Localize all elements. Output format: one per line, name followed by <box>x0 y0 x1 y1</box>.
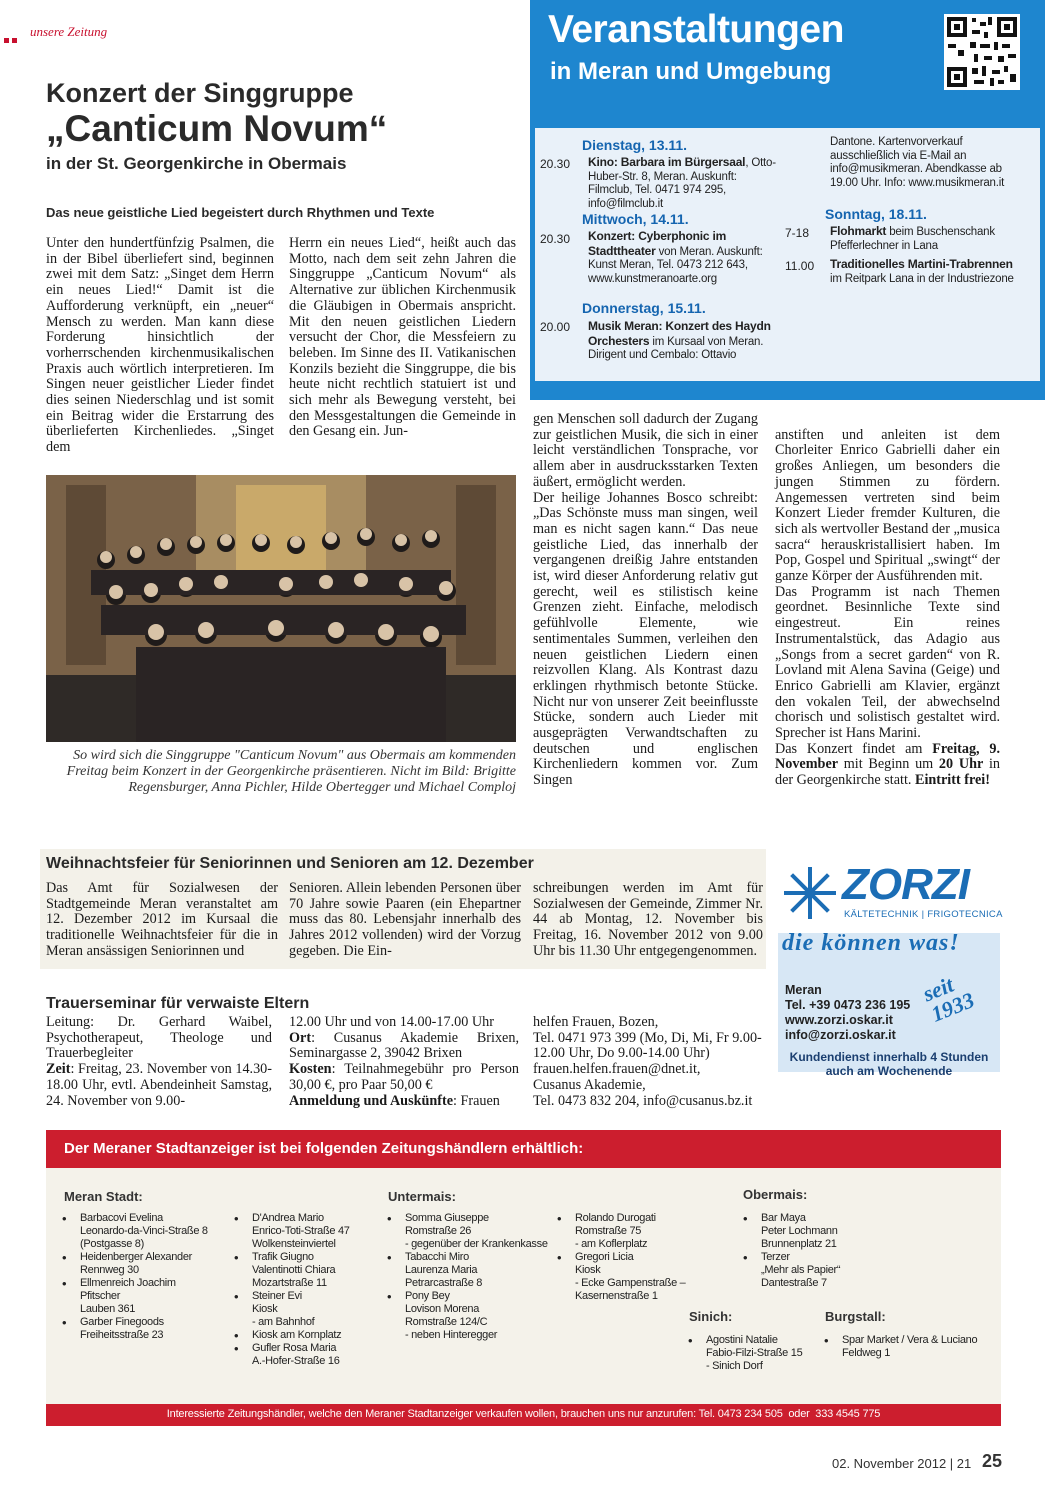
event-day-4: Sonntag, 18.11. <box>825 206 927 222</box>
event-continuation: Dantone. Kartenvorverkauf ausschließlich via E-Mail an info@musikmeran. Abendkasse ab 19.00 Uhr. Info: www.musikmeran.it <box>830 136 1005 189</box>
event-details: im Kursaal von Meran. Dirigent und Cembalo: Ottavio <box>588 335 764 362</box>
seminar-text: : Teilnahmegebühr pro Person 30,00 €, pro Paar 50,00 € <box>289 1061 519 1093</box>
seniors-column-2: Senioren. Allein lebenden Personen über 70 Jahre sowie Paaren (ein Ehepartner muss das 80. Lebensjahr innerhalb des Jahres 2012 vollenden) wird der Vorzug gegeben. Die Ein- <box>289 880 521 959</box>
seminar-text: : Freitag, 23. November von 14.30-18.00 Uhr, evtl. Abendeinheit Samstag, 24. November von 9.00- <box>46 1061 272 1109</box>
article-column-4 <box>775 412 1000 789</box>
event-title: Kino: Barbara im Bürgersaal <box>588 155 746 169</box>
dealers-untermais-list-2 <box>555 1212 705 1303</box>
list-item: • Somma Giuseppe Romstraße 26 - gegenüber der Krankenkasse <box>385 1212 560 1251</box>
article-column-4-text: in der Georgenkirche statt. <box>775 756 1001 789</box>
event-title: Flohmarkt <box>830 224 887 238</box>
seminar-column-2 <box>289 1015 519 1109</box>
zorzi-slogan: die können was! <box>782 930 960 956</box>
zorzi-brand: ZORZI <box>842 860 969 909</box>
seniors-title: Weihnachtsfeier für Seniorinnen und Senioren am 12. Dezember <box>46 855 534 872</box>
article-lead: Das neue geistliche Lied begeistert durch Rhythmen und Texte <box>46 205 435 220</box>
event-day-3: Donnerstag, 15.11. <box>582 300 706 316</box>
concert-time: 20 Uhr <box>938 756 984 773</box>
event-details: von Meran. Auskunft: Kunst Meran, Tel. 0473 212 643, www.kunstmeranoarte.org <box>588 245 763 285</box>
seminar-text: : Frauen <box>453 1092 500 1109</box>
list-item: • Garber Finegoods Freiheitsstraße 23 <box>60 1316 235 1342</box>
zorzi-phone[interactable]: Tel. +39 0473 236 195 <box>785 998 911 1012</box>
event-time: 7-18 <box>785 226 810 240</box>
list-item: • Gufler Rosa Maria A.-Hofer-Straße 16 <box>232 1342 392 1368</box>
dealers-obermais-list <box>741 1212 901 1290</box>
event-details: beim Buschenschank Pfefferlechner in Lana <box>830 226 995 252</box>
zorzi-since: seit 1933 <box>919 971 978 1027</box>
events-title: Veranstaltungen <box>548 8 844 51</box>
seminar-column-3: helfen Frauen, Bozen, Tel. 0471 973 399 (Mo, Di, Mi, Fr 9.00-12.00 Uhr, Do 9.00-14.00 Uhr) frauen.helfen.frauen@dnet.it, Cusanus Akademie, Tel. 0473 832 204, info@cusanus.bz.it <box>533 1014 762 1109</box>
list-item: • Trafik Giugno Valentinotti Chiara Mozartstraße 11 <box>232 1251 392 1290</box>
seminar-title: Trauerseminar für verwaiste Eltern <box>46 995 310 1012</box>
list-item: • Barbacovi Evelina Leonardo-da-Vinci-Straße 8 (Postgasse 8) <box>60 1212 235 1251</box>
event-time: 20.30 <box>540 232 571 246</box>
dealers-title: Der Meraner Stadtanzeiger ist bei folgenden Zeitungshändlern erhältlich: <box>64 1140 584 1157</box>
article-column-4-text: anstiften und anleiten ist dem Chorleiter Enrico Gabrielli daher ein großes Anliegen, um besonders die jungen Stimmen zu fördern. Angemessen vertreten sind beim Konzert Lieder fremder Kulturen, die sich als wertvoller Bestand der „musica sacra“ herauskristallisiert haben. Im Pop, Gospel und Spiritual „swingt“ der ganze Körper der Ausführenden mit. Das Programm ist nach Themen geordnet. Besinnliche Texte sind eingestreut. Ein reines Instrumentalstück, das Adagio aus „Songs from a secret garden“ von R. Lovland mit Alena Savina (Geige) und Enrico Gabrielli am Klavier, ergänzt den vokalen Teil, der abwechselnd chorisch und solistisch gestaltet wird. Sprecher ist Hans Marini. Das Konzert findet am <box>775 426 1000 757</box>
zorzi-subtitle: KÄLTETECHNIK | FRIGOTECNICA <box>844 909 1003 920</box>
dealers-untermais-list-1 <box>385 1212 560 1342</box>
dealers-burgstall-label: Burgstall: <box>825 1309 886 1324</box>
seminar-column-1 <box>46 1015 272 1109</box>
event-entry <box>588 156 778 211</box>
event-entry <box>830 258 1022 286</box>
list-item: • Terzer „Mehr als Papier“ Dantestraße 7 <box>741 1251 901 1290</box>
dealers-meran-list-2 <box>232 1212 392 1368</box>
article-title-line1: Konzert der Singgruppe <box>46 78 354 108</box>
list-item: • Bar Maya Peter Lochmann Brunnenplatz 21 <box>741 1212 901 1251</box>
article-column-1: Unter den hundertfünfzig Psalmen, die in der Bibel überliefert sind, beginnen zwei mit dem Satz: „Singet dem Herrn ein neues Lied!“ Damit ist die Aufforderung verknüpft, ein „neuer“ Mensch zu werden. Man kann diese Forderung hinsichtlich der vorherrschenden kirchenmusikalischen Praxis auch wörtlich interpretieren. Im Singen neuer geistlicher Lieder findet dies seinen Niederschlag und ist somit ein Beitrag wider die Erstarrung des überlieferten Kirchenliedes. „Singet dem <box>46 236 274 456</box>
seminar-text: 12.00 Uhr und von 14.00-17.00 Uhr <box>289 1014 494 1030</box>
brand-name: unsere Zeitung <box>30 24 108 39</box>
events-subtitle: in Meran und Umgebung <box>550 58 832 85</box>
zorzi-website-link[interactable]: www.zorzi.oskar.it <box>785 1013 893 1027</box>
article-column-4-text: mit Beginn um <box>838 756 939 773</box>
article-column-3: gen Menschen soll dadurch der Zugang zur geistlichen Musik, die sich in einer leicht verständlichen Tonsprache, vor allem aber in ausdrucksstarken Texten äußert, ermöglicht werden. Der heilige Johannes Bosco schreibt: „Das Schönste muss man singen, weil man es nicht sagen kann.“ Das neue geistliche Lied, das innerhalb der vergangenen dreißig Jahre entstanden ist, wird dieser Anforderung relativ gut gerecht, weil es stilistisch keine Grenzen zieht. Einfache, melodisch gefühlvolle Elemente, wie sentimentales Summen, verleihen den neuen geistlichen Liedern einen reizvollen Klang. Als Kontrast dazu erklingen rhythmisch betonte Stücke. Nicht nur von unserer Zeit beeinflusste Stücke, sondern auch Lieder mit ausgeprägten Verwandtschaften zu deutschen und englischen Kirchenliedern kommen vor. Zum Singen <box>533 411 758 789</box>
event-title: Musik Meran: Konzert des Haydn Orchesters <box>588 319 771 348</box>
dealers-obermais-label: Obermais: <box>743 1187 808 1202</box>
list-item: • Agostini Natalie Fabio-Filzi-Straße 15 - Sinich Dorf <box>686 1334 821 1373</box>
seminar-label-registration: Anmeldung und Auskünfte <box>289 1092 454 1109</box>
event-title: Konzert: Cyberphonic im Stadttheater <box>588 229 727 258</box>
dealers-untermais-label: Untermais: <box>388 1189 456 1204</box>
page-number: 25 <box>982 1451 1003 1471</box>
seminar-text: : Cusanus Akademie Brixen, Seminargasse 2, 39042 Brixen <box>289 1029 519 1062</box>
event-details: , Otto-Huber-Str. 8, Meran. Auskunft: Filmclub, Tel. 0471 974 295, info@filmclub.it <box>588 157 776 210</box>
list-item: • Rolando Durogati Romstraße 75 - am Koflerplatz <box>555 1212 705 1251</box>
brand-marks <box>4 30 20 48</box>
seminar-label-cost: Kosten <box>289 1061 332 1078</box>
seniors-column-3: schreibungen werden im Amt für Sozialwesen der Gemeinde, Zimmer Nr. 44 ab Montag, 12. November bis Freitag, 16. November 2012 von 9.00 Uhr bis 11.30 Uhr entgegengenommen. <box>533 880 763 959</box>
list-item: • D'Andrea Mario Enrico-Toti-Straße 47 Wolkensteinviertel <box>232 1212 392 1251</box>
seminar-text: Leitung: Dr. Gerhard Waibel, Psychotherapeut, Theologe und Trauerbegleiter <box>46 1014 272 1062</box>
list-item: • Steiner Evi Kiosk - am Bahnhof <box>232 1290 392 1329</box>
event-details: im Reitpark Lana in der Industriezone <box>830 272 1014 285</box>
dealers-meran-list-1 <box>60 1212 235 1342</box>
article-title-line3: in der St. Georgenkirche in Obermais <box>46 154 347 173</box>
seminar-label-place: Ort <box>289 1029 312 1046</box>
footer-date: 02. November 2012 | 21 <box>832 1456 972 1471</box>
list-item: • Heidenberger Alexander Rennweg 30 <box>60 1251 235 1277</box>
zorzi-logo-icon <box>782 865 838 926</box>
event-day-1: Dienstag, 13.11. <box>582 137 688 153</box>
dealers-sinich-label: Sinich: <box>689 1309 733 1324</box>
event-entry <box>588 320 778 363</box>
event-entry <box>588 230 778 286</box>
list-item: • Tabacchi Miro Laurenza Maria Petrarcastraße 8 <box>385 1251 560 1290</box>
photo-caption: So wird sich die Singgruppe "Canticum Novum" aus Obermais am kommenden Freitag beim Konzert in der Georgenkirche präsentieren. Nicht im Bild: Brigitte Regensburger, Anna Pichler, Hilde Obertegger und Michael Comploj <box>66 748 516 795</box>
article-column-2: Herrn ein neues Lied“, heißt auch das Motto, nach dem seit zehn Jahren die Singgruppe „Canticum Novum“ als Alternative zur üblichen Kirchenmusik die Gläubigen in Obermais anspricht. Mit den neuen geistlichen Liedern versucht der Chor, die Messfeiern zu beleben. Im Sinne des II. Vatikanischen Konzils bezieht die Singgruppe, die bis heute nicht rechtlich statuiert ist und sich mehr als Bewegung versteht, bei den Messgestaltungen die Gemeinde in den Gesang ein. Jun- <box>289 236 516 440</box>
list-item: • Ellmenreich Joachim Pfitscher Lauben 361 <box>60 1277 235 1316</box>
concert-date: Freitag, 9. November <box>775 740 1001 773</box>
list-item: • Pony Bey Lovison Morena Romstraße 124/C - neben Hinteregger <box>385 1290 560 1342</box>
article-title-line2: „Canticum Novum“ <box>46 108 388 149</box>
seminar-label-time: Zeit <box>46 1061 71 1078</box>
seniors-column-1: Das Amt für Sozialwesen der Stadtgemeinde Meran veranstaltet am 12. Dezember 2012 im Kursaal die traditionelle Weihnachtsfeier für die in Meran ansässigen Seniorinnen und <box>46 880 278 959</box>
zorzi-service: Kundendienst innerhalb 4 Stunden auch am Wochenende <box>789 1050 989 1078</box>
list-item: • Kiosk am Kornplatz <box>232 1329 392 1342</box>
dealers-burgstall-list <box>822 1334 997 1360</box>
event-title: Traditionelles Martini-Trabrennen <box>830 257 1013 271</box>
list-item: • Gregori Licia Kiosk - Ecke Gampenstraße – Kasernenstraße 1 <box>555 1251 705 1303</box>
event-time: 11.00 <box>785 259 815 273</box>
event-time: 20.00 <box>540 320 571 334</box>
list-item: • Spar Market / Vera & Luciano Feldweg 1 <box>822 1334 997 1360</box>
zorzi-email-link[interactable]: info@zorzi.oskar.it <box>785 1028 896 1042</box>
dealers-meran-label: Meran Stadt: <box>64 1189 143 1204</box>
event-time: 20.30 <box>540 157 571 171</box>
dealers-sinich-list <box>686 1334 821 1373</box>
dealers-footer-text: Interessierte Zeitungshändler, welche den Meraner Stadtanzeiger verkaufen wollen, brauchen uns nur anzurufen: Tel. 0473 234 505 oder 333 4545 775 <box>166 1408 881 1420</box>
event-entry <box>830 225 1022 253</box>
qr-code-icon[interactable] <box>944 14 1020 90</box>
event-day-2: Mittwoch, 14.11. <box>582 211 689 227</box>
choir-photo <box>46 475 516 742</box>
free-entry: Eintritt frei! <box>914 772 990 789</box>
zorzi-city: Meran <box>785 983 822 997</box>
